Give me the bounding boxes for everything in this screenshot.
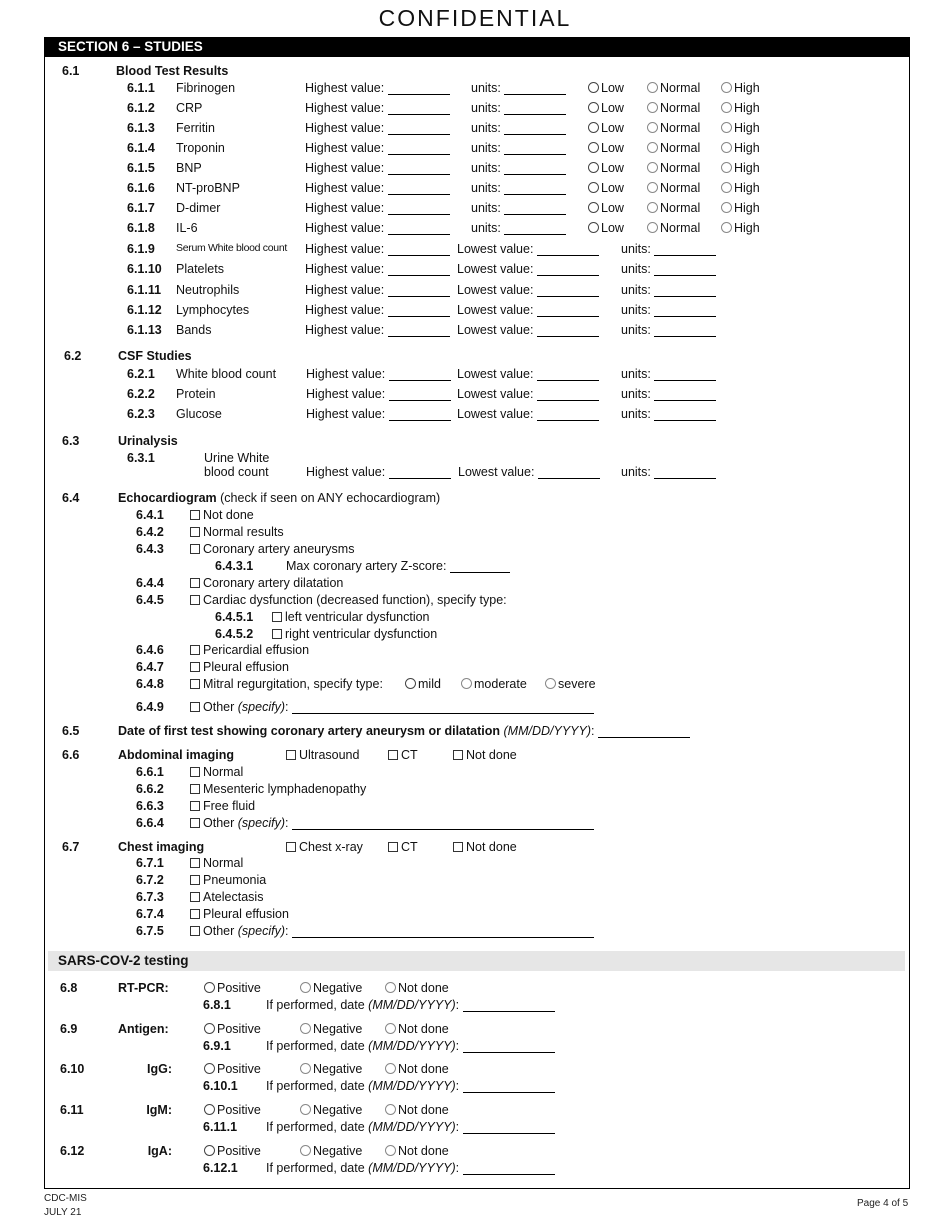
item-checkbox[interactable]: Cardiac dysfunction (decreased function), specify type:: [190, 593, 507, 607]
section-number: 6.1: [62, 64, 80, 78]
item-number: 6.4.3: [136, 542, 164, 556]
item-label: Neutrophils: [176, 283, 240, 297]
units-field[interactable]: units:: [621, 465, 716, 479]
highest-value-field[interactable]: Highest value:: [305, 242, 450, 256]
item-checkbox[interactable]: Mitral regurgitation, specify type:: [190, 677, 383, 691]
units-field[interactable]: units:: [471, 221, 566, 235]
high-radio[interactable]: High: [721, 121, 760, 135]
other-checkbox[interactable]: Other (specify):: [190, 816, 594, 830]
high-radio[interactable]: High: [721, 81, 760, 95]
item-number: 6.2.2: [127, 387, 155, 401]
highest-value-field[interactable]: Highest value:: [305, 221, 450, 235]
test-number: 6.12: [60, 1144, 85, 1158]
item-label: Fibrinogen: [176, 81, 236, 95]
section-title: Echocardiogram (check if seen on ANY echocardiogram): [118, 491, 441, 505]
item-label: Troponin: [176, 141, 225, 155]
lowest-value-field[interactable]: Lowest value:: [457, 387, 599, 401]
low-radio[interactable]: Low: [588, 81, 624, 95]
item-label: Protein: [176, 387, 216, 401]
item-checkbox[interactable]: right ventricular dysfunction: [272, 627, 437, 641]
normal-radio[interactable]: Normal: [647, 201, 700, 215]
item-label: Lymphocytes: [176, 303, 250, 317]
item-number: 6.1.4: [127, 141, 155, 155]
not-done-radio[interactable]: Not done: [385, 1103, 449, 1117]
item-number: 6.6.4: [136, 816, 164, 830]
test-number: 6.11: [60, 1103, 84, 1117]
section-number: 6.5: [62, 724, 80, 738]
item-number: 6.2.3: [127, 407, 155, 421]
not-done-checkbox[interactable]: Not done: [453, 840, 517, 854]
positive-radio[interactable]: Positive: [204, 981, 261, 995]
item-checkbox[interactable]: Not done: [190, 508, 254, 522]
item-number: 6.7.5: [136, 924, 164, 938]
normal-radio[interactable]: Normal: [647, 161, 700, 175]
not-done-radio[interactable]: Not done: [385, 1062, 449, 1076]
item-checkbox[interactable]: Normal: [190, 765, 243, 779]
not-done-checkbox[interactable]: Not done: [453, 748, 517, 762]
item-checkbox[interactable]: Pericardial effusion: [190, 643, 309, 657]
item-number: 6.1.9: [127, 242, 155, 256]
lowest-value-field[interactable]: Lowest value:: [457, 367, 599, 381]
other-checkbox[interactable]: Other (specify):: [190, 924, 594, 938]
low-radio[interactable]: Low: [588, 221, 624, 235]
ct-checkbox[interactable]: CT: [388, 748, 418, 762]
not-done-radio[interactable]: Not done: [385, 1022, 449, 1036]
lowest-value-field[interactable]: Lowest value:: [457, 303, 599, 317]
item-checkbox[interactable]: Mesenteric lymphadenopathy: [190, 782, 366, 796]
highest-value-field[interactable]: Highest value:: [305, 161, 450, 175]
negative-radio[interactable]: Negative: [300, 1062, 362, 1076]
units-field[interactable]: units:: [621, 407, 716, 421]
item-number: 6.4.3.1: [215, 559, 254, 573]
item-label: Serum White blood count: [176, 242, 287, 254]
section-number: 6.2: [64, 349, 82, 363]
item-checkbox[interactable]: Coronary artery dilatation: [190, 576, 343, 590]
positive-radio[interactable]: Positive: [204, 1144, 261, 1158]
item-number: 6.4.2: [136, 525, 164, 539]
footer-org: CDC-MIS: [44, 1193, 87, 1204]
not-done-radio[interactable]: Not done: [385, 1144, 449, 1158]
normal-radio[interactable]: Normal: [647, 121, 700, 135]
test-number: 6.9: [60, 1022, 78, 1036]
moderate-radio[interactable]: moderate: [461, 677, 527, 691]
highest-value-field[interactable]: Highest value:: [306, 367, 451, 381]
item-number: 6.4.5.2: [215, 627, 254, 641]
highest-value-field[interactable]: Highest value:: [305, 101, 450, 115]
highest-value-field[interactable]: Highest value:: [305, 262, 450, 276]
item-label: Glucose: [176, 407, 222, 421]
positive-radio[interactable]: Positive: [204, 1062, 261, 1076]
item-number: 6.6.3: [136, 799, 164, 813]
sars-subheader: SARS-COV-2 testing: [48, 951, 905, 971]
negative-radio[interactable]: Negative: [300, 1144, 362, 1158]
test-sub-number: 6.11.1: [203, 1120, 238, 1134]
test-sub-number: 6.12.1: [203, 1161, 238, 1175]
negative-radio[interactable]: Negative: [300, 1103, 362, 1117]
lowest-value-field[interactable]: Lowest value:: [457, 407, 599, 421]
item-number: 6.6.1: [136, 765, 164, 779]
severe-radio[interactable]: severe: [545, 677, 596, 691]
test-name: IgM:: [146, 1103, 172, 1117]
section-title: Chest imaging: [118, 840, 205, 854]
low-radio[interactable]: Low: [588, 141, 624, 155]
item-number: 6.1.7: [127, 201, 155, 215]
item-number: 6.1.13: [127, 323, 162, 337]
item-checkbox[interactable]: Pleural effusion: [190, 660, 289, 674]
item-number: 6.7.2: [136, 873, 164, 887]
item-label: BNP: [176, 161, 202, 175]
test-number: 6.8: [60, 981, 78, 995]
item-number: 6.1.1: [127, 81, 155, 95]
units-field[interactable]: units:: [621, 303, 716, 317]
section-number: 6.4: [62, 491, 80, 505]
item-number: 6.4.7: [136, 660, 164, 674]
item-checkbox[interactable]: Pleural effusion: [190, 907, 289, 921]
low-radio[interactable]: Low: [588, 121, 624, 135]
section-title: Urinalysis: [118, 434, 178, 448]
item-number: 6.1.10: [127, 262, 162, 276]
units-field[interactable]: units:: [471, 161, 566, 175]
highest-value-field[interactable]: Highest value:: [305, 181, 450, 195]
positive-radio[interactable]: Positive: [204, 1022, 261, 1036]
item-number: 6.4.6: [136, 643, 164, 657]
item-label: blood count: [204, 465, 269, 479]
high-radio[interactable]: High: [721, 221, 760, 235]
section-number: 6.6: [62, 748, 80, 762]
units-field[interactable]: units:: [621, 283, 716, 297]
lowest-value-field[interactable]: Lowest value:: [457, 242, 599, 256]
item-number: 6.4.5: [136, 593, 164, 607]
units-field[interactable]: units:: [621, 387, 716, 401]
test-name: IgG:: [147, 1062, 172, 1076]
high-radio[interactable]: High: [721, 141, 760, 155]
item-label: White blood count: [176, 367, 277, 381]
lowest-value-field[interactable]: Lowest value:: [457, 283, 599, 297]
test-sub-number: 6.9.1: [203, 1039, 231, 1053]
footer-date: JULY 21: [44, 1207, 82, 1218]
units-field[interactable]: units:: [621, 323, 716, 337]
section-header: SECTION 6 – STUDIES: [44, 37, 909, 57]
item-number: 6.4.9: [136, 700, 164, 714]
item-number: 6.7.3: [136, 890, 164, 904]
item-number: 6.7.1: [136, 856, 164, 870]
positive-radio[interactable]: Positive: [204, 1103, 261, 1117]
section-title: CSF Studies: [118, 349, 192, 363]
footer-page: Page 4 of 5: [857, 1198, 909, 1209]
item-number: 6.2.1: [127, 367, 155, 381]
item-checkbox[interactable]: left ventricular dysfunction: [272, 610, 430, 624]
test-name: Antigen:: [118, 1022, 169, 1036]
test-number: 6.10: [60, 1062, 85, 1076]
item-number: 6.7.4: [136, 907, 164, 921]
test-date-field[interactable]: If performed, date (MM/DD/YYYY):: [266, 1161, 555, 1175]
item-number: 6.1.12: [127, 303, 162, 317]
lowest-value-field[interactable]: Lowest value:: [458, 465, 600, 479]
units-field[interactable]: units:: [471, 181, 566, 195]
lowest-value-field[interactable]: Lowest value:: [457, 262, 599, 276]
section-title: Blood Test Results: [116, 64, 229, 78]
highest-value-field[interactable]: Highest value:: [305, 121, 450, 135]
normal-radio[interactable]: Normal: [647, 221, 700, 235]
test-date-field[interactable]: If performed, date (MM/DD/YYYY):: [266, 1079, 555, 1093]
units-field[interactable]: units:: [471, 201, 566, 215]
negative-radio[interactable]: Negative: [300, 981, 362, 995]
item-number: 6.3.1: [127, 451, 155, 465]
item-checkbox[interactable]: Normal results: [190, 525, 284, 539]
item-label: CRP: [176, 101, 203, 115]
lowest-value-field[interactable]: Lowest value:: [457, 323, 599, 337]
low-radio[interactable]: Low: [588, 101, 624, 115]
highest-value-field[interactable]: Highest value:: [305, 323, 450, 337]
low-radio[interactable]: Low: [588, 181, 624, 195]
mild-radio[interactable]: mild: [405, 677, 441, 691]
highest-value-field[interactable]: Highest value:: [305, 201, 450, 215]
high-radio[interactable]: High: [721, 201, 760, 215]
other-checkbox[interactable]: Other (specify):: [190, 700, 594, 714]
item-label: Urine White: [204, 451, 270, 465]
highest-value-field[interactable]: Highest value:: [305, 81, 450, 95]
highest-value-field[interactable]: Highest value:: [306, 465, 451, 479]
units-field[interactable]: units:: [621, 262, 716, 276]
test-date-field[interactable]: If performed, date (MM/DD/YYYY):: [266, 1120, 555, 1134]
section-title: Abdominal imaging: [118, 748, 234, 762]
item-checkbox[interactable]: Coronary artery aneurysms: [190, 542, 354, 556]
item-number: 6.1.8: [127, 221, 155, 235]
ultrasound-checkbox[interactable]: Ultrasound: [286, 748, 359, 762]
test-date-field[interactable]: If performed, date (MM/DD/YYYY):: [266, 998, 555, 1012]
item-checkbox[interactable]: Normal: [190, 856, 243, 870]
item-label: Platelets: [176, 262, 224, 276]
units-field[interactable]: units:: [621, 242, 716, 256]
normal-radio[interactable]: Normal: [647, 81, 700, 95]
item-label: Bands: [176, 323, 212, 337]
low-radio[interactable]: Low: [588, 201, 624, 215]
item-label: IL-6: [176, 221, 198, 235]
high-radio[interactable]: High: [721, 181, 760, 195]
highest-value-field[interactable]: Highest value:: [305, 303, 450, 317]
highest-value-field[interactable]: Highest value:: [306, 407, 451, 421]
item-number: 6.1.5: [127, 161, 155, 175]
item-number: 6.1.2: [127, 101, 155, 115]
units-field[interactable]: units:: [471, 101, 566, 115]
test-name: RT-PCR:: [118, 981, 169, 995]
item-number: 6.1.6: [127, 181, 155, 195]
normal-radio[interactable]: Normal: [647, 101, 700, 115]
highest-value-field[interactable]: Highest value:: [305, 283, 450, 297]
item-number: 6.6.2: [136, 782, 164, 796]
units-field[interactable]: units:: [471, 141, 566, 155]
normal-radio[interactable]: Normal: [647, 141, 700, 155]
page-title: CONFIDENTIAL: [378, 5, 572, 31]
units-field[interactable]: units:: [471, 121, 566, 135]
item-checkbox[interactable]: Atelectasis: [190, 890, 263, 904]
negative-radio[interactable]: Negative: [300, 1022, 362, 1036]
item-label: D-dimer: [176, 201, 221, 215]
test-sub-number: 6.8.1: [203, 998, 231, 1012]
z-score-field[interactable]: Max coronary artery Z-score:: [286, 559, 510, 573]
item-label: Ferritin: [176, 121, 215, 135]
item-number: 6.4.1: [136, 508, 164, 522]
item-checkbox[interactable]: Pneumonia: [190, 873, 266, 887]
section-number: 6.3: [62, 434, 80, 448]
item-number: 6.1.3: [127, 121, 155, 135]
chest-xray-checkbox[interactable]: Chest x-ray: [286, 840, 363, 854]
item-number: 6.1.11: [127, 283, 162, 297]
item-number: 6.4.4: [136, 576, 164, 590]
item-checkbox[interactable]: Free fluid: [190, 799, 255, 813]
test-sub-number: 6.10.1: [203, 1079, 238, 1093]
highest-value-field[interactable]: Highest value:: [306, 387, 451, 401]
high-radio[interactable]: High: [721, 101, 760, 115]
highest-value-field[interactable]: Highest value:: [305, 141, 450, 155]
item-number: 6.4.8: [136, 677, 164, 691]
normal-radio[interactable]: Normal: [647, 181, 700, 195]
not-done-radio[interactable]: Not done: [385, 981, 449, 995]
low-radio[interactable]: Low: [588, 161, 624, 175]
high-radio[interactable]: High: [721, 161, 760, 175]
first-test-date-field[interactable]: Date of first test showing coronary artery aneurysm or dilatation (MM/DD/YYYY):: [118, 724, 690, 738]
section-number: 6.7: [62, 840, 80, 854]
units-field[interactable]: units:: [471, 81, 566, 95]
item-label: NT-proBNP: [176, 181, 240, 195]
ct-checkbox[interactable]: CT: [388, 840, 418, 854]
units-field[interactable]: units:: [621, 367, 716, 381]
item-number: 6.4.5.1: [215, 610, 254, 624]
test-name: IgA:: [147, 1144, 172, 1158]
test-date-field[interactable]: If performed, date (MM/DD/YYYY):: [266, 1039, 555, 1053]
